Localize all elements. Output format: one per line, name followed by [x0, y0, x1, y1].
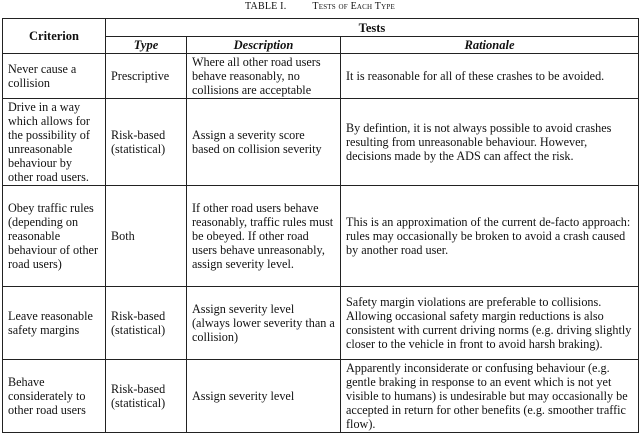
type-cell: Risk-based (statistical)	[106, 360, 187, 433]
header-type: Type	[106, 37, 187, 54]
table-number: TABLE I.	[245, 1, 287, 12]
rationale-cell: This is an approximation of the current de-facto approach: rules may occasionally be broken to avoid a crash caused by another road user.	[341, 186, 639, 287]
description-cell: Assign severity level (always lower severity than a collision)	[187, 287, 341, 360]
description-cell: Where all other road users behave reasonably, no collisions are acceptable	[187, 54, 341, 99]
table-row	[3, 99, 639, 186]
description-cell: Assign severity level	[187, 360, 341, 433]
rationale-cell: It is reasonable for all of these crashes to be avoided.	[341, 54, 639, 99]
table-row	[3, 54, 639, 99]
criterion-cell: Never cause a collision	[3, 54, 106, 99]
criterion-cell: Leave reasonable safety margins	[3, 287, 106, 360]
table-row	[3, 186, 639, 287]
type-cell: Both	[106, 186, 187, 287]
table-row	[3, 287, 639, 360]
criterion-cell: Behave considerately to other road users	[3, 360, 106, 433]
type-cell: Risk-based (statistical)	[106, 99, 187, 186]
header-description: Description	[187, 37, 341, 54]
rationale-cell: Safety margin violations are preferable to collisions. Allowing occasional safety margin reductions is also consistent with current driving norms (e.g. driving slightly closer to the vehicle in front to avoid harsh braking).	[341, 287, 639, 360]
type-cell: Risk-based (statistical)	[106, 287, 187, 360]
type-cell: Prescriptive	[106, 54, 187, 99]
table-caption	[0, 0, 640, 14]
rationale-cell: Apparently inconsiderate or confusing behaviour (e.g. gentle braking in response to an event which is not yet visible to humans) is undesirable but may occasionally be accepted in return for other benefits (e.g. smoother traffic flow).	[341, 360, 639, 433]
table-title: Tests of Each Type	[312, 1, 395, 12]
header-rationale: Rationale	[341, 37, 639, 54]
criterion-cell: Drive in a way which allows for the possibility of unreasonable behaviour by other road users.	[3, 99, 106, 186]
rationale-cell: By defintion, it is not always possible to avoid crashes resulting from unreasonable behaviour. However, decisions made by the ADS can affect the risk.	[341, 99, 639, 186]
description-cell: If other road users behave reasonably, traffic rules must be obeyed. If other road users behave unreasonably, assign severity level.	[187, 186, 341, 287]
criterion-cell: Obey traffic rules (depending on reasonable behaviour of other road users)	[3, 186, 106, 287]
header-tests: Tests	[106, 19, 639, 37]
description-cell: Assign a severity score based on collision severity	[187, 99, 341, 186]
tests-table	[2, 18, 639, 433]
header-criterion: Criterion	[3, 19, 106, 54]
table-row	[3, 360, 639, 433]
